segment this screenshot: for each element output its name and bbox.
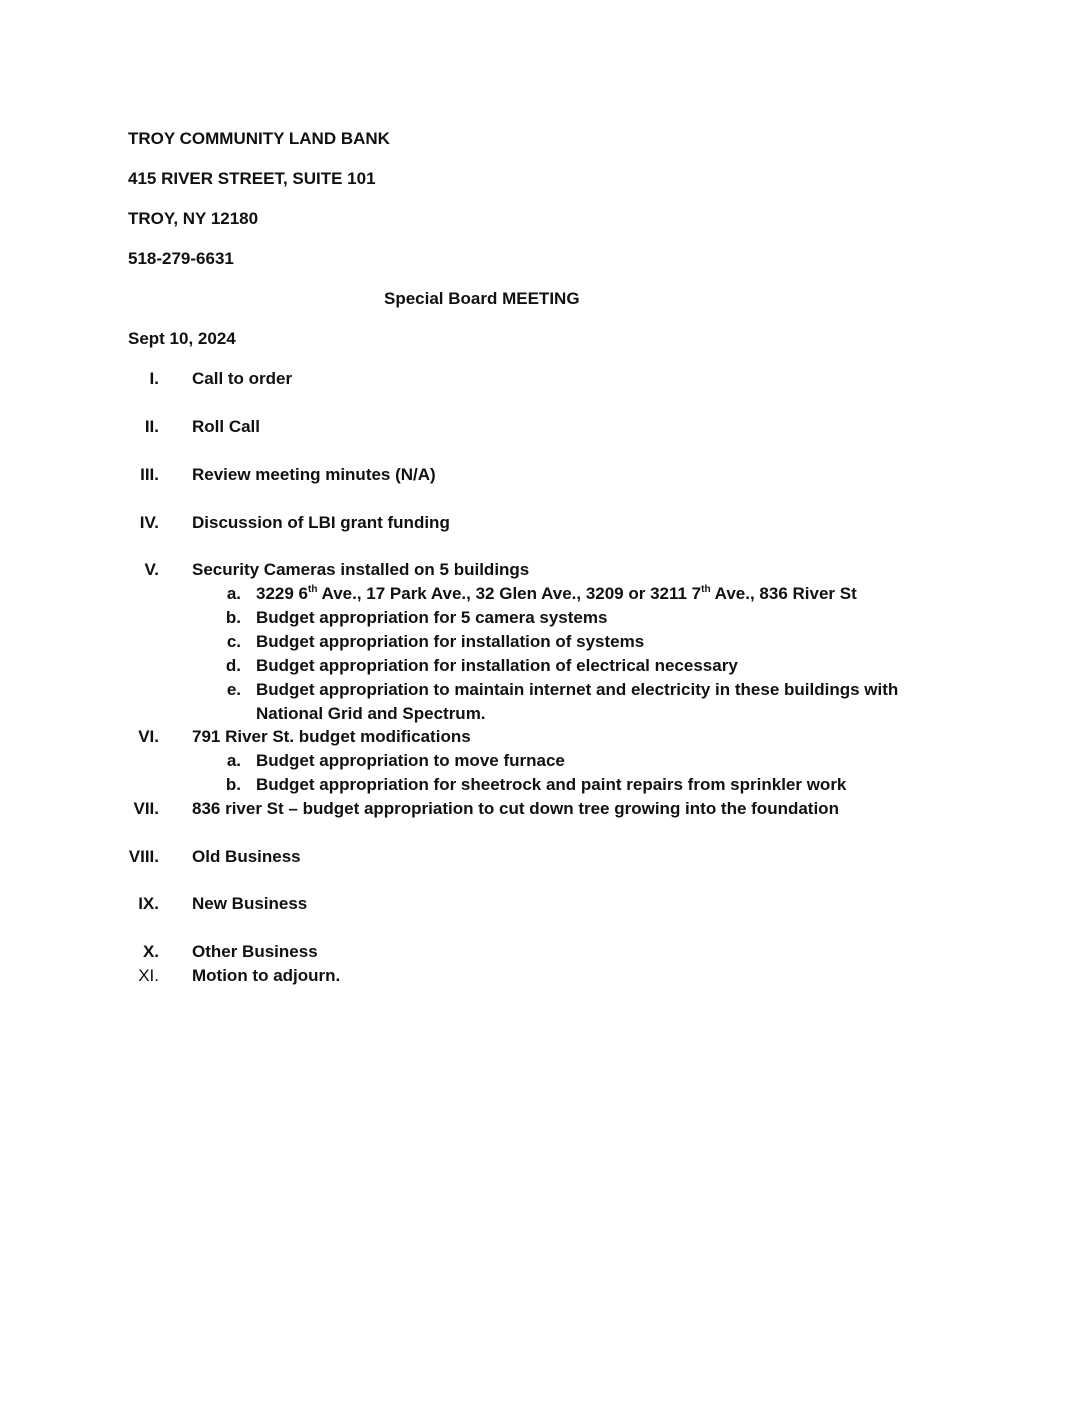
- org-address: 415 RIVER STREET, SUITE 101: [128, 169, 376, 188]
- agenda-number: IV.: [139, 513, 159, 532]
- agenda-text: 836 river St – budget appropriation to cut down tree growing into the foundation: [192, 799, 839, 818]
- sub-item-text: Budget appropriation for sheetrock and paint repairs from sprinkler work: [256, 775, 847, 794]
- agenda-number: XI.: [138, 966, 159, 985]
- sub-item-letter: d.: [225, 656, 241, 675]
- meeting-date: Sept 10, 2024: [128, 329, 236, 348]
- org-city-state-zip: TROY, NY 12180: [128, 209, 259, 228]
- sub-item-letter: a.: [226, 584, 241, 603]
- meeting-title: Special Board MEETING: [384, 289, 580, 308]
- sub-item-letter: b.: [225, 608, 241, 627]
- agenda-text: Discussion of LBI grant funding: [192, 513, 450, 532]
- agenda-number: I.: [149, 369, 159, 388]
- agenda-number: III.: [140, 465, 159, 484]
- agenda-number: VIII.: [128, 847, 159, 866]
- sub-item-text: Budget appropriation for installation of systems: [256, 632, 645, 651]
- sub-item-letter: a.: [226, 751, 241, 770]
- agenda-number: VI.: [138, 727, 159, 746]
- agenda-text: Other Business: [192, 942, 318, 961]
- agenda-number: V.: [144, 560, 159, 579]
- agenda-text: Motion to adjourn.: [192, 966, 341, 985]
- agenda-text: 791 River St. budget modifications: [192, 727, 471, 746]
- sub-item-text: Budget appropriation for installation of electrical necessary: [256, 656, 738, 675]
- agenda-text: Call to order: [192, 369, 293, 388]
- sub-item-text: 3229 6th Ave., 17 Park Ave., 32 Glen Ave., 3209 or 3211 7th Ave., 836 River St: [256, 584, 857, 603]
- org-phone: 518-279-6631: [128, 249, 234, 268]
- sub-item-letter: e.: [226, 680, 241, 699]
- agenda-number: VII.: [133, 799, 159, 818]
- agenda-number: IX.: [138, 894, 159, 913]
- agenda-number: X.: [142, 942, 159, 961]
- agenda-text: Roll Call: [192, 417, 261, 436]
- agenda-text: New Business: [192, 894, 308, 913]
- agenda-text: Review meeting minutes (N/A): [192, 465, 436, 484]
- sub-item-text-continued: National Grid and Spectrum.: [256, 704, 486, 723]
- sub-item-text: Budget appropriation to move furnace: [256, 751, 565, 770]
- sub-item-letter: c.: [226, 632, 241, 651]
- sub-item-letter: b.: [225, 775, 241, 794]
- agenda-text: Security Cameras installed on 5 buildings: [192, 560, 530, 579]
- org-name: TROY COMMUNITY LAND BANK: [128, 129, 390, 148]
- sub-item-text: Budget appropriation for 5 camera systems: [256, 608, 608, 627]
- agenda-text: Old Business: [192, 847, 301, 866]
- agenda-number: II.: [144, 417, 159, 436]
- sub-item-text: Budget appropriation to maintain internet and electricity in these buildings with: [256, 680, 899, 699]
